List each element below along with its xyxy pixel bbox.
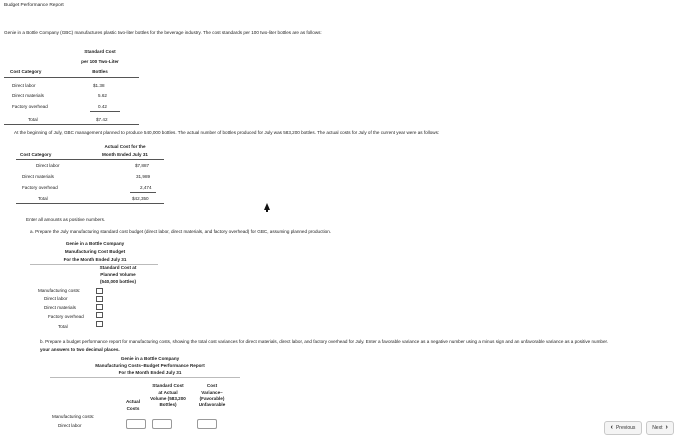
chevron-left-icon: ‹ [610, 423, 613, 431]
previous-button[interactable] [604, 421, 642, 435]
actual-row-header: Cost Category [20, 152, 52, 157]
std-col-header-3: Bottles [92, 69, 108, 74]
part-a-col-2: Planned Volume [100, 272, 136, 277]
std-col-header-1: Standard Cost [84, 49, 116, 54]
answer-input[interactable] [96, 304, 103, 310]
part-a-row-label: Factory overhead [48, 314, 84, 319]
part-b-col-std-1: Standard Cost [152, 383, 184, 388]
actual-row-label: Direct labor [36, 163, 60, 168]
part-b-col-var-1: Cost [206, 383, 218, 388]
page-title: Budget Performance Report [4, 3, 64, 8]
part-b-title-rule [50, 377, 240, 378]
next-label: Next [652, 425, 663, 431]
std-row-label: Factory overhead [12, 104, 48, 109]
part-a-col-3: (540,000 bottles) [100, 279, 136, 284]
actual-header-rule [16, 159, 164, 160]
actual-cost-input[interactable] [126, 419, 146, 429]
actual-subtotal-rule [130, 192, 156, 193]
actual-row-value: $7,887 [135, 163, 150, 168]
part-b-title-3: For the Month Ended July 31 [118, 370, 182, 375]
mouse-cursor-icon [264, 203, 270, 210]
answer-input[interactable] [96, 321, 103, 327]
part-a-row-label: Direct labor [44, 296, 68, 301]
std-row-value: 5.62 [98, 93, 107, 98]
part-b-col-std-2: at Actual [158, 390, 178, 395]
part-b-col-var-4: Unfavorable [198, 402, 226, 407]
part-a-col-1: Standard Cost at [99, 265, 137, 270]
part-b-title-1: Genie in a Bottle Company [120, 356, 180, 361]
actual-col-header-2: Month Ended July 31 [102, 152, 148, 157]
part-a-title-1: Genie in a Bottle Company [65, 241, 125, 246]
part-b-col-var-3: (Favorable) [199, 396, 225, 401]
variance-input[interactable] [197, 419, 217, 429]
part-b-row-label: Direct labor [58, 423, 82, 428]
std-row-label: Total [28, 117, 38, 122]
part-b-prompt-2: your answers to two decimal places. [40, 347, 120, 352]
part-a-row-label: Total [58, 324, 68, 329]
part-b-prompt: b. Prepare a budget performance report for manufacturing costs, showing the total cost variances for direct materials, direct labor, and factory overhead for July. Enter a favorable variance as a negative number using a minus sign and an unfavorable variance as a positive number. [40, 339, 609, 344]
std-subtotal-rule [90, 111, 120, 112]
standard-cost-input[interactable] [152, 419, 172, 429]
part-b-col-actual-2: Costs [126, 406, 140, 411]
part-a-title-3: For the Month Ended July 31 [63, 257, 127, 262]
actual-row-value: 31,989 [136, 174, 151, 179]
actual-total-rule [16, 203, 164, 204]
part-b-col-actual-1: Actual [125, 399, 141, 404]
part-b-title-2: Manufacturing Costs–Budget Performance Report [95, 363, 205, 368]
part-a-prompt: a. Prepare the July manufacturing standard cost budget (direct labor, direct materials, and factory overhead) for GBC, assuming planned production. [30, 229, 332, 234]
actual-row-label: Factory overhead [22, 185, 58, 190]
part-b-col-std-4: Bottles) [159, 402, 177, 407]
chevron-right-icon: › [665, 423, 668, 431]
part-b-col-var-2: Variance– [201, 390, 223, 395]
std-row-value: $1.38 [93, 83, 105, 88]
answer-input[interactable] [96, 288, 103, 294]
std-header-rule [4, 77, 139, 78]
std-row-label: Direct labor [12, 83, 36, 88]
answer-input[interactable] [96, 296, 103, 302]
part-a-row-label: Direct materials [44, 305, 76, 310]
actual-row-label: Direct materials [22, 174, 54, 179]
answer-input[interactable] [96, 312, 103, 318]
instruction-text: Enter all amounts as positive numbers. [26, 217, 106, 222]
std-row-header: Cost Category [10, 69, 42, 74]
actual-row-value: 2,474 [140, 185, 152, 190]
next-button[interactable] [646, 421, 674, 435]
std-total-rule [4, 124, 139, 125]
std-row-label: Direct materials [12, 93, 44, 98]
std-row-value: 0.42 [98, 104, 107, 109]
std-col-header-2: per 100 Two-Liter [81, 59, 119, 64]
part-b-col-std-3: Volume (583,200 [150, 396, 186, 401]
part-a-section-label: Manufacturing costs: [38, 288, 81, 293]
std-row-value: $7.42 [96, 117, 108, 122]
paragraph-actual: At the beginning of July, GBC management planned to produce 540,000 bottles. The actual number of bottles produced for July was 583,200 bottles. The actual costs for July of the current year were as follows: [14, 130, 440, 135]
actual-col-header-1: Actual Cost for the [104, 144, 146, 149]
part-b-section-label: Manufacturing costs: [52, 414, 95, 419]
actual-row-value: $42,350 [132, 196, 149, 201]
intro-paragraph: Genie in a Bottle Company (GBC) manufactures plastic two-liter bottles for the beverage industry. The cost standards per 100 two-liter bottles are as follows: [4, 30, 322, 35]
previous-label: Previous [615, 425, 636, 431]
actual-row-label: Total [38, 196, 48, 201]
part-a-title-2: Manufacturing Cost Budget [64, 249, 126, 254]
